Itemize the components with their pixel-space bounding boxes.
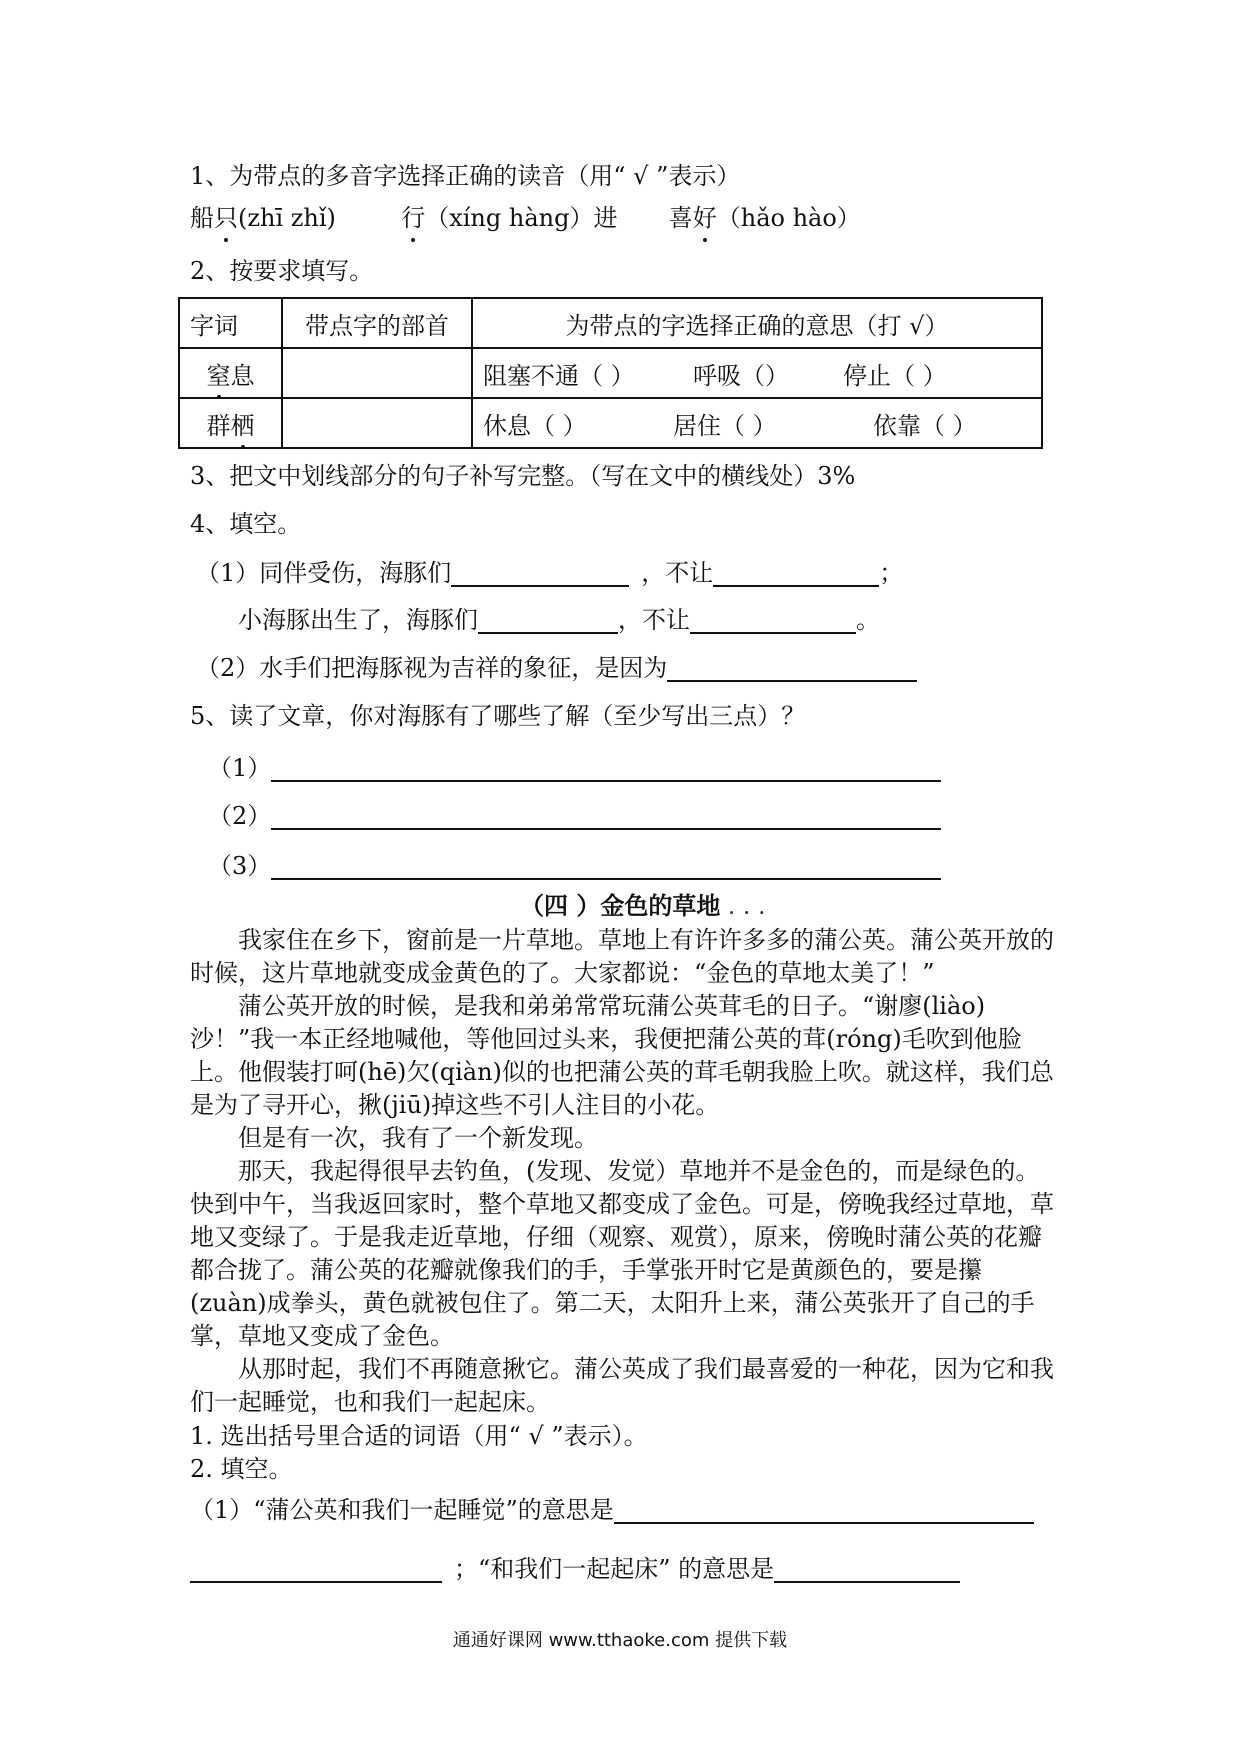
q5-item: （2） [208,800,941,832]
answer-blank[interactable] [271,856,941,880]
q1-item2: 行（xíng hàng）进 [401,204,618,232]
answer-blank[interactable] [451,563,629,587]
option[interactable]: 居住（ ） [673,411,777,440]
word-cell: 窒息 [179,348,282,398]
header-cell: 字词 [179,298,282,348]
q4-line3: （2）水手们把海豚视为吉祥的象征，是因为 [196,652,917,684]
passage-paragraph: 蒲公英开放的时候，是我和弟弟常常玩蒲公英茸毛的日子。“谢廖(liào)沙！”我一本正经地喊他，等他回过头来，我便把蒲公英的茸(róng)毛吹到他脸上。他假装打呵(hē)欠(qiàn)似的也把蒲公英的茸毛朝我脸上吹。就这样，我们总是为了寻开心，揪(jiū)掉这些不引人注目的小花。 [190,992,1054,1119]
q4-line2: 小海豚出生了，海豚们 ，不让 。 [238,606,880,634]
meaning-options [472,348,1042,398]
option[interactable]: 停止（ ） [843,361,947,390]
s4-q1: 1. 选出括号里合适的词语（用“ √ ”表示）。 [190,1422,648,1450]
passage-paragraph: 但是有一次，我有了一个新发现。 [238,1124,598,1152]
answer-blank[interactable] [690,610,856,634]
s4-q2-line2: ；“和我们一起起床” 的意思是 [190,1553,960,1585]
table-row [179,348,1042,398]
option[interactable]: 休息（ ） [483,411,587,440]
q1-title: 1、为带点的多音字选择正确的读音（用“ √ ”表示） [190,162,741,190]
q5-item: （3） [208,850,941,882]
answer-blank[interactable] [271,806,941,830]
option[interactable]: 阻塞不通（ ） [483,361,635,390]
radical-cell[interactable] [282,348,472,398]
answer-blank[interactable] [614,1500,1034,1524]
meaning-options [472,398,1042,448]
answer-blank[interactable] [713,563,879,587]
footer: 通通好课网 www.tthaoke.com 提供下载 [452,1630,788,1651]
table-header-row [179,298,1042,348]
q4-title: 4、填空。 [190,510,302,538]
q3-text: 3、把文中划线部分的句子补写完整。（写在文中的横线处）3% [190,462,856,490]
option[interactable]: 依靠（ ） [873,411,977,440]
q5-item: （1） [208,752,941,784]
passage-paragraph: 从那时起，我们不再随意揪它。蒲公英成了我们最喜爱的一种花，因为它和我们一起睡觉，也和我们一起起床。 [190,1355,1054,1416]
table-row [179,398,1042,448]
section-title: （四 ）金色的草地 . . . [520,891,767,920]
word-cell: 群栖 [179,398,282,448]
answer-blank[interactable] [190,1559,442,1583]
q4-line1: （1）同伴受伤，海豚们 ，不让 ； [196,559,904,587]
s4-q2-line1: （1）“蒲公英和我们一起睡觉”的意思是 [190,1494,1034,1526]
answer-blank[interactable] [478,610,618,634]
answer-blank[interactable] [667,658,917,682]
header-cell: 为带点的字选择正确的意思（打 √） [472,298,1042,348]
passage-paragraph: 我家住在乡下，窗前是一片草地。草地上有许许多多的蒲公英。蒲公英开放的时候，这片草地就变成金黄色的了。大家都说：“金色的草地太美了！” [190,926,1054,987]
passage-paragraph: 那天，我起得很早去钓鱼，(发现、发觉）草地并不是金色的，而是绿色的。快到中午，当我返回家时，整个草地又都变成了金色。可是，傍晚我经过草地，草地又变绿了。于是我走近草地，仔细（观察、观赏），原来，傍晚时蒲公英的花瓣都合拢了。蒲公英的花瓣就像我们的手，手掌张开时它是黄颜色的，要是攥(zuàn)成拳头，黄色就被包住了。第二天，太阳升上来，蒲公英张开了自己的手掌，草地又变成了金色。 [190,1157,1054,1350]
header-cell: 带点字的部首 [282,298,472,348]
q2-title: 2、按要求填写。 [190,257,374,285]
option[interactable]: 呼吸（） [693,361,789,390]
q2-table [178,297,1043,449]
answer-blank[interactable] [774,1559,960,1583]
q5-title: 5、读了文章，你对海豚有了哪些了解（至少写出三点）？ [190,702,806,730]
radical-cell[interactable] [282,398,472,448]
answer-blank[interactable] [271,758,941,782]
q1-item1: 船只(zhī zhǐ) [190,204,336,232]
q1-items [190,202,861,234]
q1-item3: 喜好（hǎo hào） [668,204,861,232]
s4-q2: 2. 填空。 [190,1455,293,1483]
